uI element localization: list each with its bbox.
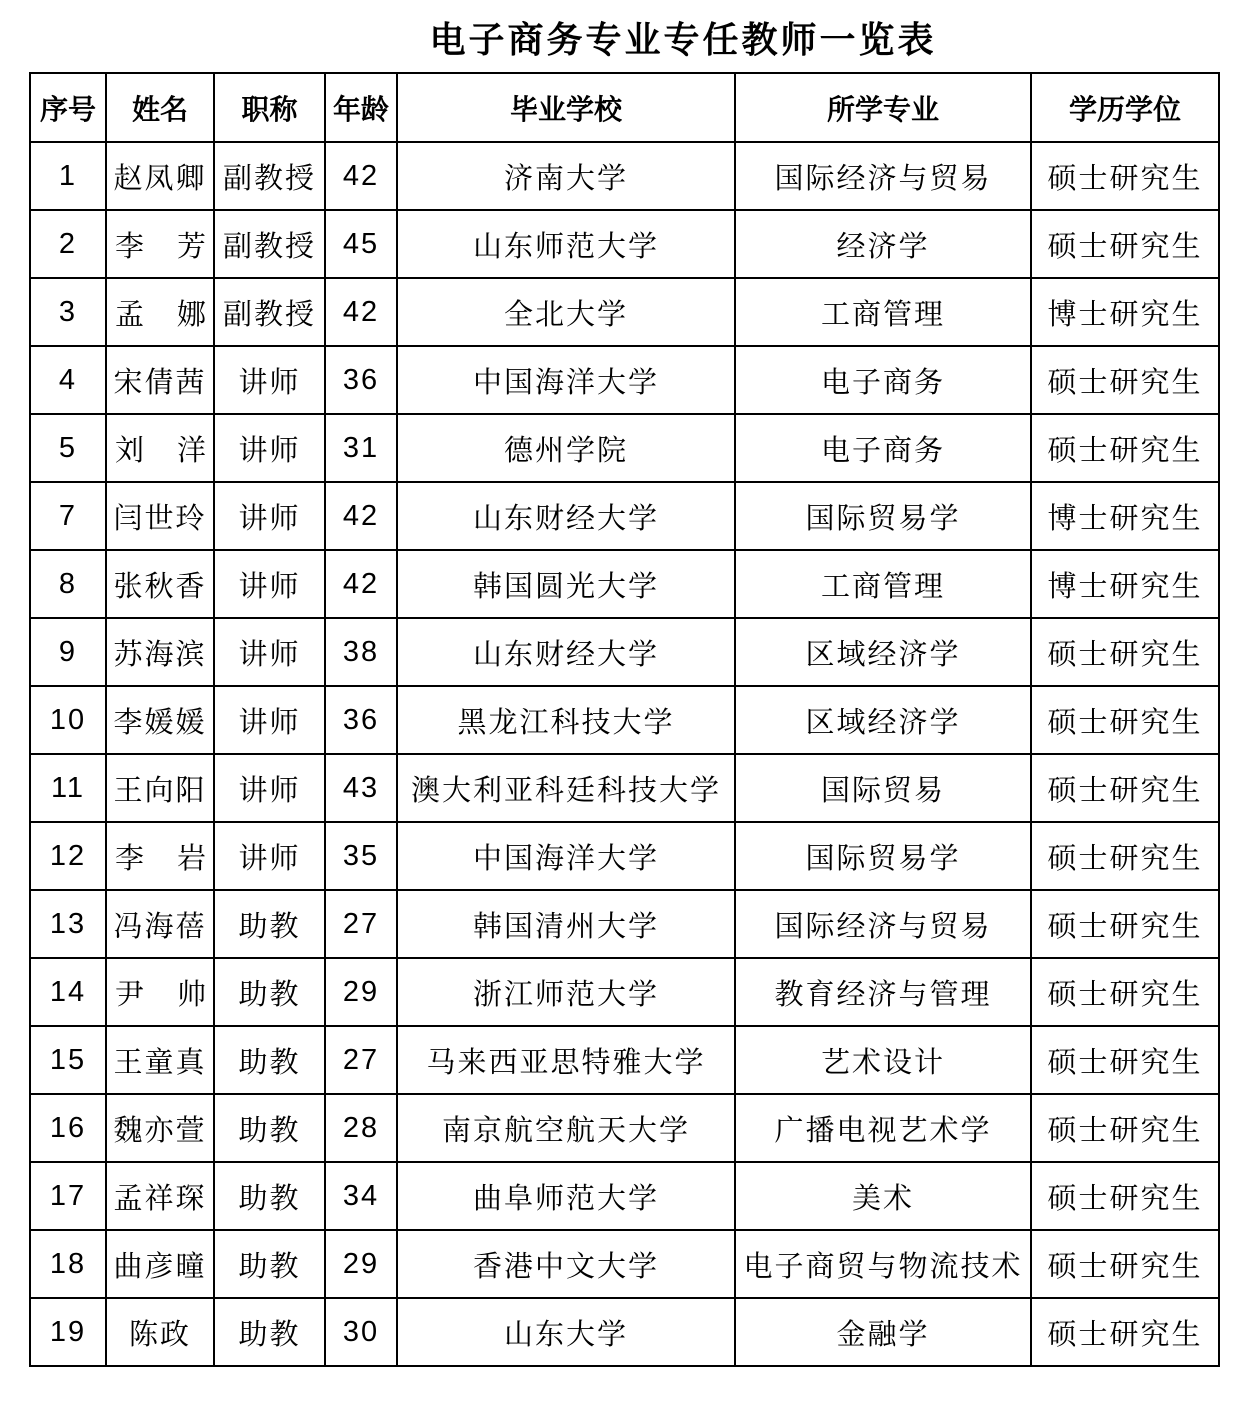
table-row xyxy=(30,346,1219,414)
cell-no: 4 xyxy=(30,346,106,414)
cell-name: 张秋香 xyxy=(106,550,214,618)
cell-age: 27 xyxy=(325,1026,397,1094)
cell-school: 山东大学 xyxy=(397,1298,735,1366)
table-row xyxy=(30,142,1219,210)
cell-degree: 硕士研究生 xyxy=(1031,414,1219,482)
cell-age: 36 xyxy=(325,346,397,414)
header-name: 姓名 xyxy=(106,73,214,142)
cell-title: 助教 xyxy=(214,1162,325,1230)
cell-no: 15 xyxy=(30,1026,106,1094)
cell-degree: 硕士研究生 xyxy=(1031,822,1219,890)
cell-degree: 硕士研究生 xyxy=(1031,210,1219,278)
cell-name: 陈政 xyxy=(106,1298,214,1366)
cell-no: 1 xyxy=(30,142,106,210)
cell-name: 李 芳 xyxy=(106,210,214,278)
header-title: 职称 xyxy=(214,73,325,142)
header-major: 所学专业 xyxy=(735,73,1031,142)
cell-title: 助教 xyxy=(214,1094,325,1162)
cell-degree: 硕士研究生 xyxy=(1031,686,1219,754)
cell-major: 工商管理 xyxy=(735,550,1031,618)
cell-degree: 硕士研究生 xyxy=(1031,346,1219,414)
cell-degree: 硕士研究生 xyxy=(1031,142,1219,210)
cell-no: 5 xyxy=(30,414,106,482)
cell-name: 王向阳 xyxy=(106,754,214,822)
cell-age: 31 xyxy=(325,414,397,482)
cell-name: 孟 娜 xyxy=(106,278,214,346)
cell-no: 16 xyxy=(30,1094,106,1162)
header-no: 序号 xyxy=(30,73,106,142)
cell-school: 韩国清州大学 xyxy=(397,890,735,958)
cell-title: 助教 xyxy=(214,1298,325,1366)
cell-school: 黑龙江科技大学 xyxy=(397,686,735,754)
cell-no: 12 xyxy=(30,822,106,890)
cell-name: 孟祥琛 xyxy=(106,1162,214,1230)
cell-degree: 硕士研究生 xyxy=(1031,1094,1219,1162)
cell-degree: 硕士研究生 xyxy=(1031,754,1219,822)
table-row xyxy=(30,550,1219,618)
table-row xyxy=(30,822,1219,890)
cell-school: 德州学院 xyxy=(397,414,735,482)
table-row xyxy=(30,686,1219,754)
header-school: 毕业学校 xyxy=(397,73,735,142)
cell-major: 工商管理 xyxy=(735,278,1031,346)
cell-degree: 硕士研究生 xyxy=(1031,1162,1219,1230)
cell-school: 澳大利亚科廷科技大学 xyxy=(397,754,735,822)
cell-title: 副教授 xyxy=(214,278,325,346)
cell-major: 国际贸易 xyxy=(735,754,1031,822)
cell-age: 38 xyxy=(325,618,397,686)
cell-name: 魏亦萱 xyxy=(106,1094,214,1162)
cell-age: 27 xyxy=(325,890,397,958)
cell-degree: 硕士研究生 xyxy=(1031,890,1219,958)
cell-title: 助教 xyxy=(214,1230,325,1298)
cell-major: 区域经济学 xyxy=(735,618,1031,686)
cell-no: 11 xyxy=(30,754,106,822)
cell-major: 区域经济学 xyxy=(735,686,1031,754)
table-row xyxy=(30,618,1219,686)
table-row xyxy=(30,278,1219,346)
table-row xyxy=(30,414,1219,482)
page-title: 电子商务专业专任教师一览表 xyxy=(429,20,937,61)
cell-name: 宋倩茜 xyxy=(106,346,214,414)
cell-degree: 博士研究生 xyxy=(1031,550,1219,618)
cell-major: 电子商务 xyxy=(735,414,1031,482)
cell-no: 8 xyxy=(30,550,106,618)
cell-major: 电子商务 xyxy=(735,346,1031,414)
cell-age: 42 xyxy=(325,550,397,618)
table-row xyxy=(30,754,1219,822)
cell-degree: 硕士研究生 xyxy=(1031,958,1219,1026)
cell-title: 讲师 xyxy=(214,754,325,822)
cell-age: 42 xyxy=(325,278,397,346)
cell-school: 南京航空航天大学 xyxy=(397,1094,735,1162)
cell-no: 18 xyxy=(30,1230,106,1298)
cell-age: 34 xyxy=(325,1162,397,1230)
table-row xyxy=(30,890,1219,958)
cell-major: 经济学 xyxy=(735,210,1031,278)
cell-school: 香港中文大学 xyxy=(397,1230,735,1298)
cell-no: 9 xyxy=(30,618,106,686)
cell-major: 美术 xyxy=(735,1162,1031,1230)
cell-title: 助教 xyxy=(214,1026,325,1094)
cell-no: 7 xyxy=(30,482,106,550)
cell-school: 中国海洋大学 xyxy=(397,346,735,414)
cell-school: 浙江师范大学 xyxy=(397,958,735,1026)
cell-title: 讲师 xyxy=(214,414,325,482)
cell-title: 副教授 xyxy=(214,210,325,278)
header-degree: 学历学位 xyxy=(1031,73,1219,142)
cell-title: 助教 xyxy=(214,890,325,958)
cell-name: 曲彦曈 xyxy=(106,1230,214,1298)
cell-name: 王童真 xyxy=(106,1026,214,1094)
cell-title: 讲师 xyxy=(214,346,325,414)
cell-degree: 硕士研究生 xyxy=(1031,1026,1219,1094)
cell-major: 广播电视艺术学 xyxy=(735,1094,1031,1162)
cell-title: 助教 xyxy=(214,958,325,1026)
cell-major: 国际经济与贸易 xyxy=(735,890,1031,958)
cell-age: 30 xyxy=(325,1298,397,1366)
cell-name: 闫世玲 xyxy=(106,482,214,550)
cell-name: 尹 帅 xyxy=(106,958,214,1026)
cell-no: 14 xyxy=(30,958,106,1026)
cell-school: 山东财经大学 xyxy=(397,482,735,550)
cell-name: 李媛媛 xyxy=(106,686,214,754)
cell-major: 国际贸易学 xyxy=(735,482,1031,550)
header-age: 年龄 xyxy=(325,73,397,142)
table-row xyxy=(30,210,1219,278)
cell-age: 29 xyxy=(325,958,397,1026)
cell-age: 45 xyxy=(325,210,397,278)
header-row xyxy=(30,73,1219,142)
table-row xyxy=(30,482,1219,550)
cell-title: 讲师 xyxy=(214,482,325,550)
cell-no: 10 xyxy=(30,686,106,754)
table-row xyxy=(30,1162,1219,1230)
cell-major: 艺术设计 xyxy=(735,1026,1031,1094)
cell-no: 3 xyxy=(30,278,106,346)
cell-degree: 博士研究生 xyxy=(1031,482,1219,550)
cell-name: 苏海滨 xyxy=(106,618,214,686)
cell-title: 讲师 xyxy=(214,618,325,686)
cell-degree: 硕士研究生 xyxy=(1031,1298,1219,1366)
cell-age: 42 xyxy=(325,142,397,210)
table-row xyxy=(30,958,1219,1026)
cell-title: 讲师 xyxy=(214,550,325,618)
cell-age: 29 xyxy=(325,1230,397,1298)
cell-degree: 硕士研究生 xyxy=(1031,618,1219,686)
cell-name: 刘 洋 xyxy=(106,414,214,482)
cell-title: 副教授 xyxy=(214,142,325,210)
cell-major: 金融学 xyxy=(735,1298,1031,1366)
cell-school: 山东财经大学 xyxy=(397,618,735,686)
cell-major: 国际经济与贸易 xyxy=(735,142,1031,210)
cell-name: 赵凤卿 xyxy=(106,142,214,210)
cell-name: 李 岩 xyxy=(106,822,214,890)
cell-school: 中国海洋大学 xyxy=(397,822,735,890)
cell-degree: 博士研究生 xyxy=(1031,278,1219,346)
cell-age: 43 xyxy=(325,754,397,822)
cell-name: 冯海蓓 xyxy=(106,890,214,958)
table-row xyxy=(30,1094,1219,1162)
cell-age: 42 xyxy=(325,482,397,550)
cell-school: 山东师范大学 xyxy=(397,210,735,278)
cell-school: 济南大学 xyxy=(397,142,735,210)
cell-major: 教育经济与管理 xyxy=(735,958,1031,1026)
cell-major: 电子商贸与物流技术 xyxy=(735,1230,1031,1298)
teacher-table xyxy=(29,72,1220,1367)
cell-school: 马来西亚思特雅大学 xyxy=(397,1026,735,1094)
cell-no: 2 xyxy=(30,210,106,278)
cell-no: 17 xyxy=(30,1162,106,1230)
cell-no: 19 xyxy=(30,1298,106,1366)
cell-age: 28 xyxy=(325,1094,397,1162)
cell-title: 讲师 xyxy=(214,686,325,754)
table-row xyxy=(30,1026,1219,1094)
cell-title: 讲师 xyxy=(214,822,325,890)
cell-age: 36 xyxy=(325,686,397,754)
cell-school: 全北大学 xyxy=(397,278,735,346)
table-row xyxy=(30,1298,1219,1366)
cell-age: 35 xyxy=(325,822,397,890)
table-row xyxy=(30,1230,1219,1298)
cell-school: 韩国圆光大学 xyxy=(397,550,735,618)
cell-degree: 硕士研究生 xyxy=(1031,1230,1219,1298)
cell-major: 国际贸易学 xyxy=(735,822,1031,890)
cell-school: 曲阜师范大学 xyxy=(397,1162,735,1230)
cell-no: 13 xyxy=(30,890,106,958)
